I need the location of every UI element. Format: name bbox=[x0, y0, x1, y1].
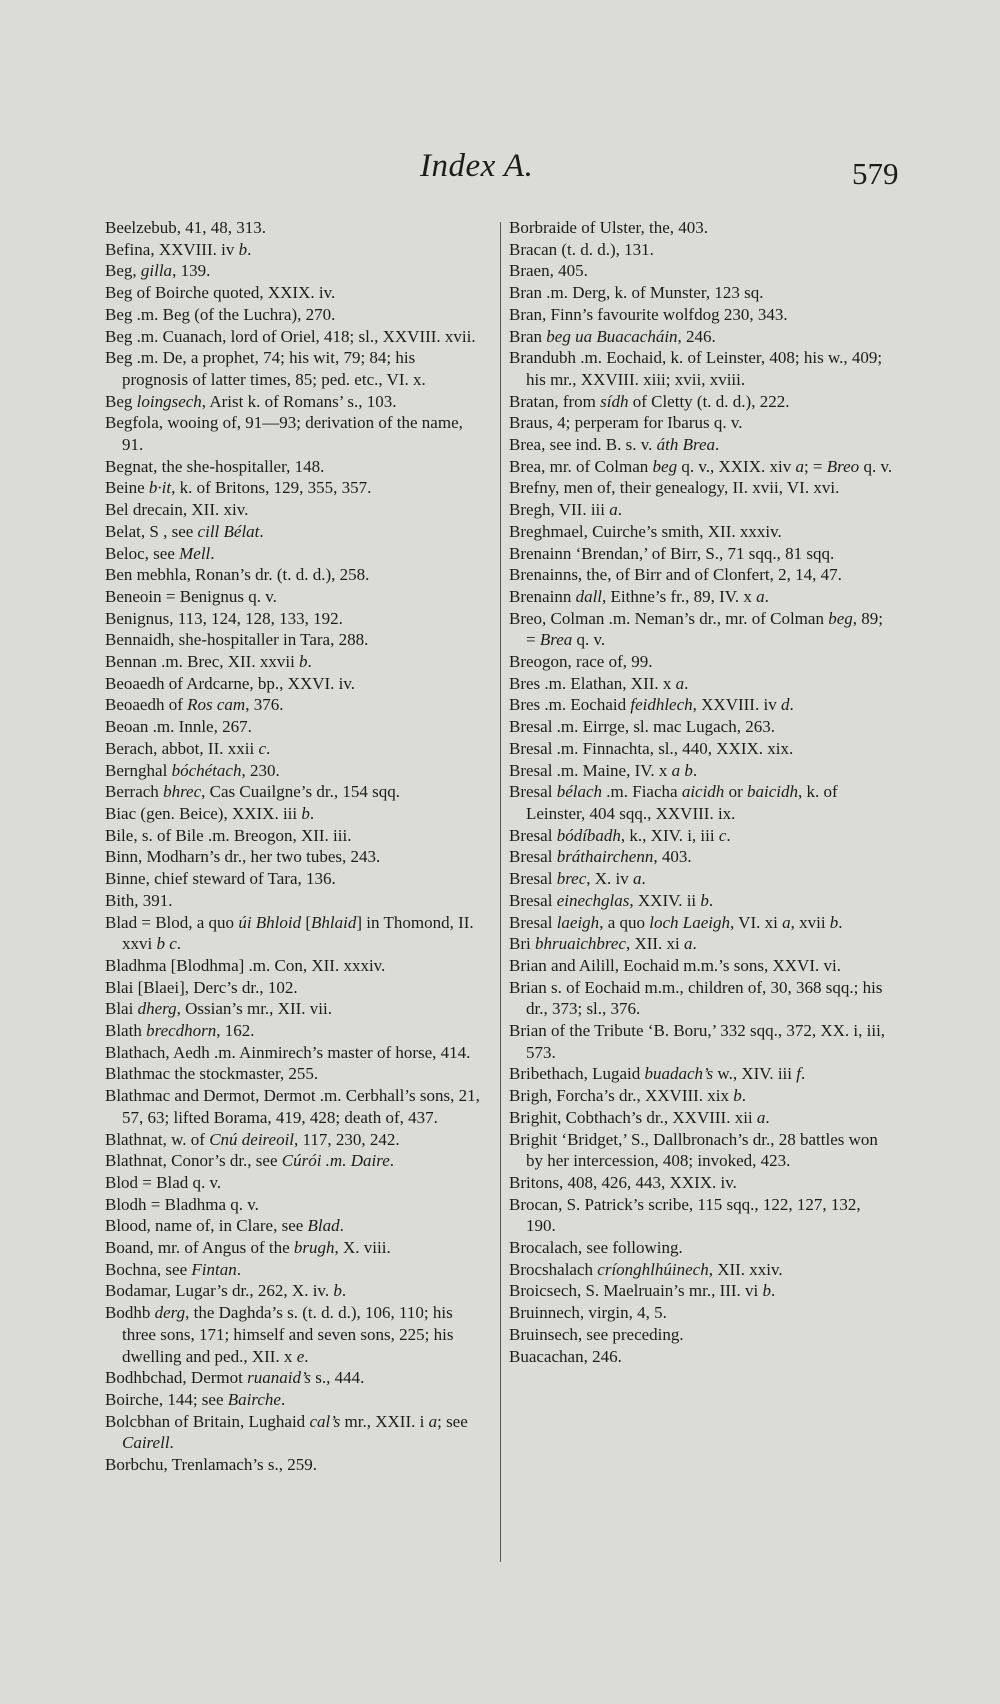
index-entry: Berach, abbot, II. xxii c. bbox=[105, 738, 271, 758]
index-entry: Begnat, the she-hospitaller, 148. bbox=[105, 456, 325, 476]
index-entry: Bodamar, Lugar’s dr., 262, X. iv. b. bbox=[105, 1281, 347, 1301]
index-entry: Blod = Blad q. v. bbox=[105, 1172, 222, 1192]
index-entry: Bernghal bóchétach, 230. bbox=[105, 760, 280, 780]
index-entry: Beg .m. Beg (of the Luchra), 270. bbox=[105, 304, 336, 324]
index-entry: Brenainn dall, Eithne’s fr., 89, IV. x a. bbox=[509, 586, 769, 606]
index-entry: Brefny, men of, their genealogy, II. xvii, VI. xvi. bbox=[509, 478, 840, 498]
index-entry: Bruinnech, virgin, 4, 5. bbox=[509, 1303, 667, 1323]
index-entry: Broicsech, S. Maelruain’s mr., III. vi b. bbox=[509, 1281, 776, 1301]
index-entry: Blodh = Bladhma q. v. bbox=[105, 1194, 259, 1214]
index-entry: Bresal .m. Finnachta, sl., 440, XXIX. xix. bbox=[509, 738, 794, 758]
index-entry: Bruinsech, see preceding. bbox=[509, 1324, 684, 1344]
index-entry: Beelzebub, 41, 48, 313. bbox=[105, 218, 266, 237]
index-entry: Blathnat, w. of Cnú deireoil, 117, 230, 242. bbox=[105, 1129, 400, 1149]
index-entry: Blai [Blaei], Derc’s dr., 102. bbox=[105, 977, 298, 997]
index-entry: Bile, s. of Bile .m. Breogon, XII. iii. bbox=[105, 825, 352, 845]
index-entry: Bennaidh, she-hospitaller in Tara, 288. bbox=[105, 630, 369, 650]
index-entry: Brea, see ind. B. s. v. áth Brea. bbox=[509, 435, 720, 455]
index-entry: Brian s. of Eochaid m.m., children of, 30, 368 sqq.; his dr., 373; sl., 376. bbox=[509, 977, 883, 1019]
index-entry: Braus, 4; perperam for Ibarus q. v. bbox=[509, 413, 743, 433]
index-entry: Borbraide of Ulster, the, 403. bbox=[509, 218, 709, 237]
index-entry: Binn, Modharn’s dr., her two tubes, 243. bbox=[105, 847, 381, 867]
index-entry: Beoaedh of Ros cam, 376. bbox=[105, 695, 284, 715]
index-entry: Befina, XXVIII. iv b. bbox=[105, 239, 252, 259]
index-entry: Brenainns, the, of Birr and of Clonfert, 2, 14, 47. bbox=[509, 565, 842, 585]
index-entry: Bennan .m. Brec, XII. xxvii b. bbox=[105, 652, 312, 672]
index-entry: Bres .m. Elathan, XII. x a. bbox=[509, 673, 689, 693]
index-entry: Beoaedh of Ardcarne, bp., XXVI. iv. bbox=[105, 673, 356, 693]
index-entry: Bresal laeigh, a quo loch Laeigh, VI. xi a, xvii b. bbox=[509, 912, 843, 932]
index-entry: Bresal bráthairchenn, 403. bbox=[509, 847, 692, 867]
index-entry: Blath brecdhorn, 162. bbox=[105, 1021, 255, 1041]
index-entry: Bres .m. Eochaid feidhlech, XXVIII. iv d. bbox=[509, 695, 794, 715]
index-entry: Brian and Ailill, Eochaid m.m.’s sons, XXVI. vi. bbox=[509, 955, 841, 975]
index-entry: Biac (gen. Beice), XXIX. iii b. bbox=[105, 803, 315, 823]
index-entry: Berrach bhrec, Cas Cuailgne’s dr., 154 sqq. bbox=[105, 782, 400, 802]
index-entry: Bith, 391. bbox=[105, 890, 173, 910]
index-entry: Blai dherg, Ossian’s mr., XII. vii. bbox=[105, 999, 332, 1019]
index-entry: Boand, mr. of Angus of the brugh, X. viii. bbox=[105, 1238, 391, 1258]
index-column-left bbox=[105, 217, 485, 1476]
index-entry: Beg .m. Cuanach, lord of Oriel, 418; sl., XXVIII. xvii. bbox=[105, 326, 476, 346]
page-number: 579 bbox=[852, 156, 899, 191]
index-entry: Boirche, 144; see Bairche. bbox=[105, 1389, 286, 1409]
index-column-right bbox=[509, 217, 894, 1367]
index-entry: Blathnat, Conor’s dr., see Cúrói .m. Daire. bbox=[105, 1151, 394, 1171]
index-entry: Brea, mr. of Colman beg q. v., XXIX. xiv a; = Breo q. v. bbox=[509, 456, 893, 476]
index-entry: Bodhbchad, Dermot ruanaid’s s., 444. bbox=[105, 1368, 365, 1388]
index-entry: Binne, chief steward of Tara, 136. bbox=[105, 869, 336, 889]
index-entry: Bribethach, Lugaid buadach’s w., XIV. iii f. bbox=[509, 1064, 806, 1084]
index-entry: Belat, S , see cill Bélat. bbox=[105, 521, 264, 541]
index-entry: Blathmac the stockmaster, 255. bbox=[105, 1064, 319, 1084]
index-entry: Bri bhruaichbrec, XII. xi a. bbox=[509, 934, 697, 954]
index-entry: Brocshalach críonghlhúinech, XII. xxiv. bbox=[509, 1259, 783, 1279]
index-entry: Ben mebhla, Ronan’s dr. (t. d. d.), 258. bbox=[105, 565, 370, 585]
index-entry: Benignus, 113, 124, 128, 133, 192. bbox=[105, 608, 343, 628]
index-entry: Brocan, S. Patrick’s scribe, 115 sqq., 122, 127, 132, 190. bbox=[509, 1194, 861, 1236]
index-entry: Bresal .m. Eirrge, sl. mac Lugach, 263. bbox=[509, 717, 775, 737]
index-entry: Beg loingsech, Arist k. of Romans’ s., 103. bbox=[105, 391, 397, 411]
index-entry: Bresal .m. Maine, IV. x a b. bbox=[509, 760, 698, 780]
index-entry: Bladhma [Blodhma] .m. Con, XII. xxxiv. bbox=[105, 955, 386, 975]
index-entry: Buacachan, 246. bbox=[509, 1346, 622, 1366]
index-entry: Bodhb derg, the Daghda’s s. (t. d. d.), 106, 110; his three sons, 171; himself and seven sons, 225; his dwelling and ped., XII. x e. bbox=[105, 1303, 454, 1366]
index-entry: Blathmac and Dermot, Dermot .m. Cerbhall’s sons, 21, 57, 63; lifted Borama, 419, 428; death of, 437. bbox=[105, 1086, 480, 1127]
running-header-title: Index A. bbox=[420, 148, 534, 184]
index-entry: Beneoin = Benignus q. v. bbox=[105, 586, 277, 606]
index-entry: Brighit ‘Bridget,’ S., Dallbronach’s dr., 28 battles won by her intercession, 408; invoked, 423. bbox=[509, 1129, 878, 1171]
index-entry: Bregh, VII. iii a. bbox=[509, 500, 623, 520]
index-entry: Brocalach, see following. bbox=[509, 1238, 683, 1258]
index-entry: Bratan, from sídh of Cletty (t. d. d.), 222. bbox=[509, 391, 790, 411]
index-entry: Braen, 405. bbox=[509, 261, 588, 281]
index-entry: Brigh, Forcha’s dr., XXVIII. xix b. bbox=[509, 1086, 747, 1106]
index-entry: Bracan (t. d. d.), 131. bbox=[509, 239, 654, 259]
index-entry: Brian of the Tribute ‘B. Boru,’ 332 sqq., 372, XX. i, iii, 573. bbox=[509, 1021, 886, 1062]
index-entry: Breghmael, Cuirche’s smith, XII. xxxiv. bbox=[509, 521, 782, 541]
index-entry: Bolcbhan of Britain, Lughaid cal’s mr., XXII. i a; see Cairell. bbox=[105, 1411, 468, 1453]
index-entry: Beg, gilla, 139. bbox=[105, 261, 211, 281]
index-entry: Bran, Finn’s favourite wolfdog 230, 343. bbox=[509, 304, 788, 324]
index-entry: Bran beg ua Buacacháin, 246. bbox=[509, 326, 716, 346]
index-entry: Bresal brec, X. iv a. bbox=[509, 869, 646, 889]
index-entry: Brenainn ‘Brendan,’ of Birr, S., 71 sqq., 81 sqq. bbox=[509, 543, 835, 563]
index-entry: Breo, Colman .m. Neman’s dr., mr. of Colman beg, 89; = Brea q. v. bbox=[509, 608, 883, 650]
index-entry: Brighit, Cobthach’s dr., XXVIII. xii a. bbox=[509, 1107, 770, 1127]
index-entry: Britons, 408, 426, 443, XXIX. iv. bbox=[509, 1172, 737, 1192]
index-entry: Bresal einechglas, XXIV. ii b. bbox=[509, 890, 714, 910]
index-entry: Borbchu, Trenlamach’s s., 259. bbox=[105, 1455, 318, 1475]
index-entry: Blad = Blod, a quo úi Bhloid [Bhlaid] in Thomond, II. xxvi b c. bbox=[105, 912, 474, 954]
index-entry: Blood, name of, in Clare, see Blad. bbox=[105, 1216, 344, 1236]
index-entry: Bel drecain, XII. xiv. bbox=[105, 500, 249, 520]
index-entry: Bresal bélach .m. Fiacha aicidh or baicidh, k. of Leinster, 404 sqq., XXVIII. ix. bbox=[509, 782, 838, 823]
index-entry: Beg of Boirche quoted, XXIX. iv. bbox=[105, 283, 336, 303]
index-entry: Bresal bódíbadh, k., XIV. i, iii c. bbox=[509, 825, 731, 845]
index-entry: Beg .m. De, a prophet, 74; his wit, 79; 84; his prognosis of latter times, 85; ped. etc., VI. x. bbox=[105, 348, 426, 389]
column-divider bbox=[500, 222, 501, 1562]
index-entry: Beloc, see Mell. bbox=[105, 543, 215, 563]
index-entry: Breogon, race of, 99. bbox=[509, 652, 653, 672]
index-entry: Beoan .m. Innle, 267. bbox=[105, 717, 252, 737]
index-entry: Beine b·it, k. of Britons, 129, 355, 357. bbox=[105, 478, 372, 498]
index-entry: Brandubh .m. Eochaid, k. of Leinster, 408; his w., 409; his mr., XXVIII. xiii; xvii, xviii. bbox=[509, 348, 883, 389]
index-entry: Blathach, Aedh .m. Ainmirech’s master of horse, 414. bbox=[105, 1042, 471, 1062]
index-entry: Bochna, see Fintan. bbox=[105, 1259, 241, 1279]
index-entry: Bran .m. Derg, k. of Munster, 123 sq. bbox=[509, 283, 764, 303]
index-entry: Begfola, wooing of, 91—93; derivation of the name, 91. bbox=[105, 413, 463, 455]
